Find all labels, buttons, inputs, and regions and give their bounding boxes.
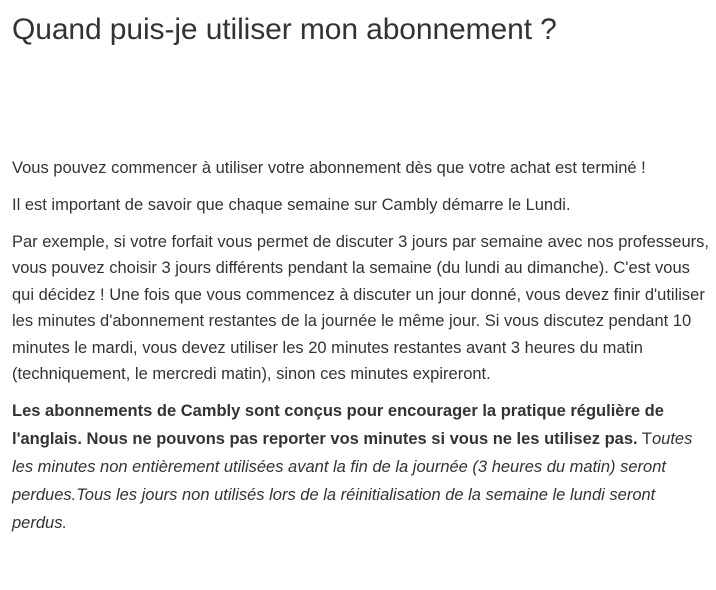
policy-bold-text: Les abonnements de Cambly sont conçus pour encourager la pratique régulière de l'anglais. Nous ne pouvons pas reporter vos minutes si vous ne les utilisez pas. [12,402,664,449]
article-title: Quand puis-je utiliser mon abonnement ? [12,13,557,46]
paragraph-example: Par exemple, si votre forfait vous permet de discuter 3 jours par semaine avec nos professeurs, vous pouvez choisir 3 jours différents pendant la semaine (du lundi au dimanche). C'est vous qui décidez ! Une fois que vous commencez à discuter un jour donné, vous devez finir d'utiliser les minutes d'abonnement restantes de la journée le même jour. Si vous discutez pendant 10 minutes le mardi, vous devez utiliser les 20 minutes restantes avant 3 heures du matin (techniquement, le mercredi matin), sinon ces minutes expireront. [12,233,709,384]
paragraph-week-starts-monday: Il est important de savoir que chaque semaine sur Cambly démarre le Lundi. [12,196,571,214]
paragraph-policy [12,397,714,537]
policy-plain-text: T [637,430,652,449]
help-article [12,0,712,533]
policy-italic-text: outes les minutes non entièrement utilisées avant la fin de la journée (3 heures du matin) seront perdues.Tous les jours non utilisés lors de la réinitialisation de la semaine le lundi seront perdus. [12,430,693,533]
paragraph-start-immediately: Vous pouvez commencer à utiliser votre abonnement dès que votre achat est terminé ! [12,159,646,177]
article-body [12,155,714,548]
